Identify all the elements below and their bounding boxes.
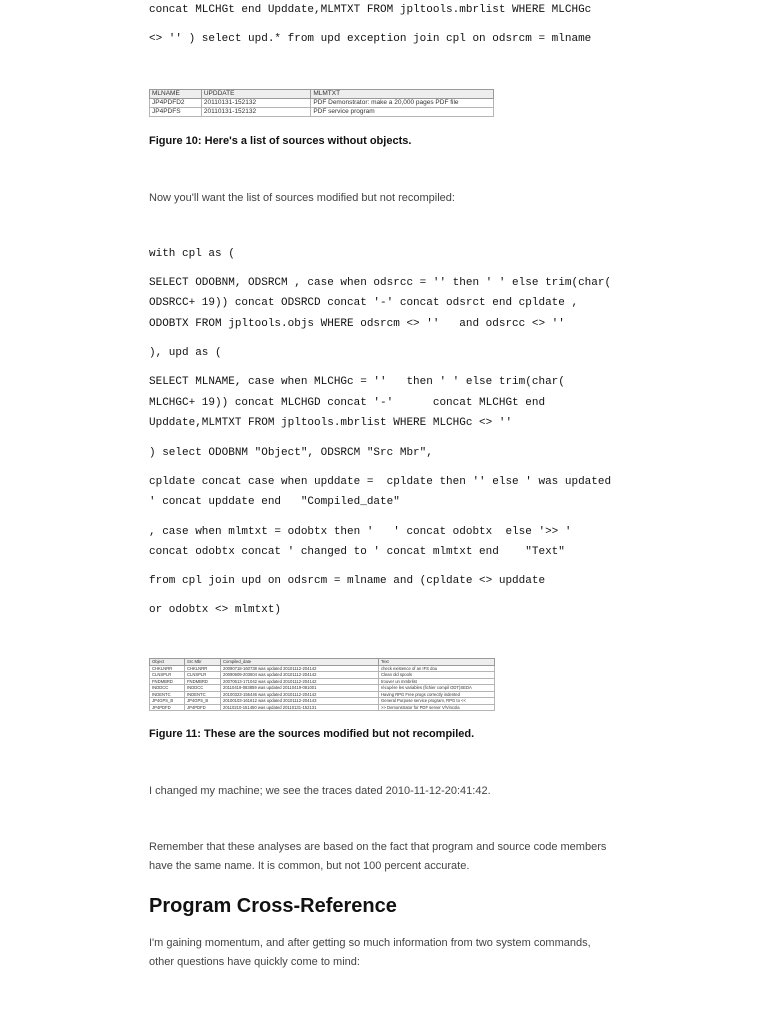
table-cell: PDF service program [311, 108, 494, 117]
code-line: concat odobtx concat ' changed to ' concat mlmtxt end "Text" [149, 546, 565, 558]
table-cell: 20110131-152132 [201, 99, 310, 108]
code-line: with cpl as ( [149, 248, 235, 260]
column-header: UPDDATE [201, 90, 310, 99]
table-cell: 20110131-152132 [201, 108, 310, 117]
code-line: ' concat upddate end "Compiled_date" [149, 496, 400, 508]
table-cell: JP4PDFS [150, 108, 202, 117]
table-cell: 20070613-171042 was updated 20101112-204142 [221, 678, 379, 685]
table-cell: INDENTC [185, 691, 221, 698]
table-cell: Clean old spools [379, 672, 495, 679]
table-cell: 20090609-203604 was updated 20101112-204142 [221, 672, 379, 679]
table-cell: CHKLNRR [150, 665, 185, 672]
table-header-row [150, 90, 494, 99]
code-line: ) select ODOBNM "Object", ODSRCM "Src Mbr", [149, 447, 433, 459]
table-cell: JP4PDFD2 [150, 99, 202, 108]
paragraph: Remember that these analyses are based on the fact that program and source code members have the same name. It is common, but not 100 percent accurate. [149, 841, 607, 872]
section-heading: Program Cross-Reference [149, 895, 397, 917]
figure-11-table [149, 658, 495, 711]
table-cell: CLNSPLR [185, 672, 221, 679]
table-cell: INDENTC [150, 691, 185, 698]
table-cell: INDDCC [185, 685, 221, 692]
paragraph: Now you'll want the list of sources modified but not recompiled: [149, 192, 455, 204]
code-line: SELECT MLNAME, case when MLCHGc = '' then ' ' else trim(char( [149, 376, 565, 388]
column-header: MLMTXT [311, 90, 494, 99]
table-cell: 20110210-151450 was updated 20110131-152131 [221, 704, 379, 711]
table-cell: 20090718-160738 was updated 20101112-204142 [221, 665, 379, 672]
code-line: concat MLCHGt end Upddate,MLMTXT FROM jpltools.mbrlist WHERE MLCHGc [149, 4, 592, 16]
code-line: ODSRCC+ 19)) concat ODSRCD concat '-' concat odsrct end cpldate , [149, 297, 579, 309]
code-line: ), upd as ( [149, 347, 222, 359]
column-header: MLNAME [150, 90, 202, 99]
code-line: Upddate,MLMTXT FROM jpltools.mbrlist WHERE MLCHGc <> '' [149, 417, 513, 429]
table-cell: JP4PDFD [150, 704, 185, 711]
table-cell: FNDMBRD [185, 678, 221, 685]
paragraph: I'm gaining momentum, and after getting so much information from two system commands, other questions have quickly come to mind: [149, 937, 591, 968]
table-cell: 20110419-083859 was updated 20110419-081001 [221, 685, 379, 692]
table-cell: récupère les variables (fichier compil ODT)SEDA [379, 685, 495, 692]
table-row [150, 99, 494, 108]
table-row [150, 108, 494, 117]
paragraph: I changed my machine; we see the traces dated 2010-11-12-20:41:42. [149, 785, 491, 797]
figure-caption: Figure 11: These are the sources modified but not recompiled. [149, 728, 475, 740]
table-cell: JP4PDFD [185, 704, 221, 711]
table-cell: CHKLNRR [185, 665, 221, 672]
code-line: <> '' ) select upd.* from upd exception join cpl on odsrcm = mlname [149, 33, 592, 45]
figure-10-table [149, 89, 494, 117]
column-header: Src Mbr [185, 659, 221, 666]
table-cell: 20100103-161612 was updated 20101112-204143 [221, 698, 379, 705]
code-line: or odobtx <> mlmtxt) [149, 604, 282, 616]
code-line: MLCHGC+ 19)) concat MLCHGD concat '-' concat MLCHGt end [149, 397, 546, 409]
code-line: cpldate concat case when upddate = cpldate then '' else ' was updated [149, 476, 612, 488]
table-cell: JP4GPS_B [150, 698, 185, 705]
table-cell: trouver un mmbrlist [379, 678, 495, 685]
table-cell: General Purpose service program, RPG to << [379, 698, 495, 705]
table-cell: INDDCC [150, 685, 185, 692]
table-cell: PDF Demonstrator: make a 20,000 pages PDF file [311, 99, 494, 108]
code-line: SELECT ODOBNM, ODSRCM , case when odsrcc = '' then ' ' else trim(char( [149, 277, 612, 289]
column-header: Text [379, 659, 495, 666]
table-cell: Having RPG Free progs correctly indented [379, 691, 495, 698]
code-line: from cpl join upd on odsrcm = mlname and (cpldate <> upddate [149, 575, 546, 587]
table-cell: >> Demonstrator for PDF server V/Vincola [379, 704, 495, 711]
table-cell: 20100323-155446 was updated 20101112-204142 [221, 691, 379, 698]
code-line: ODOBTX FROM jpltools.objs WHERE odsrcm <> '' and odsrcc <> '' [149, 318, 565, 330]
column-header: Object [150, 659, 185, 666]
code-line: , case when mlmtxt = odobtx then ' ' concat odobtx else '>> ' [149, 526, 572, 538]
table-cell: FNDMBRD [150, 678, 185, 685]
table-row [150, 704, 495, 711]
table-cell: JP4GPS_B [185, 698, 221, 705]
column-header: Compiled_date [221, 659, 379, 666]
figure-caption: Figure 10: Here's a list of sources without objects. [149, 135, 412, 147]
table-cell: CLNSPLR [150, 672, 185, 679]
table-cell: check existence of an IFS dou [379, 665, 495, 672]
